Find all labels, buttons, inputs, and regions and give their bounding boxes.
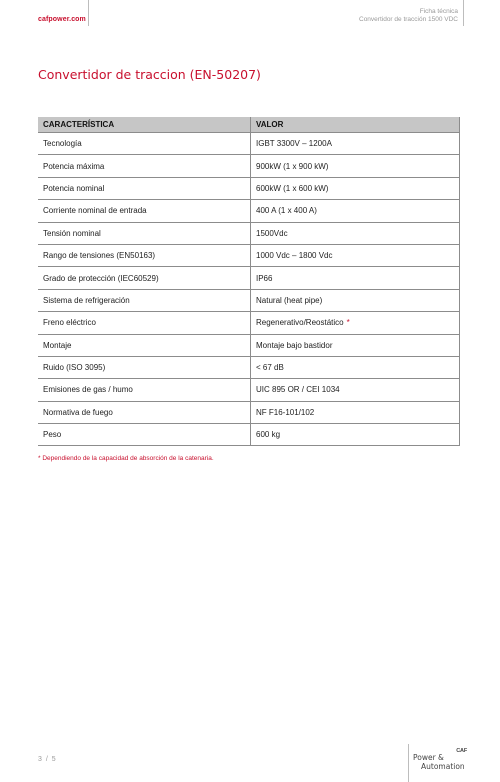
table-header-row bbox=[38, 117, 460, 133]
footnote-asterisk: * bbox=[346, 318, 350, 328]
doc-type: Ficha técnica bbox=[419, 8, 458, 15]
table-row bbox=[38, 245, 460, 267]
row-value: 1000 Vdc – 1800 Vdc bbox=[251, 245, 460, 267]
row-label: Rango de tensiones (EN50163) bbox=[38, 245, 251, 267]
table-row bbox=[38, 357, 460, 379]
table-row bbox=[38, 335, 460, 357]
table-row bbox=[38, 424, 460, 446]
header-divider-right bbox=[463, 0, 464, 26]
row-value-with-note bbox=[251, 312, 460, 334]
table-row bbox=[38, 267, 460, 289]
table-row bbox=[38, 312, 460, 334]
row-value: < 67 dB bbox=[251, 357, 460, 379]
row-value: 600 kg bbox=[251, 424, 460, 446]
row-label: Montaje bbox=[38, 335, 251, 357]
row-label: Potencia máxima bbox=[38, 155, 251, 177]
row-value: 1500Vdc bbox=[251, 223, 460, 245]
row-label: Emisiones de gas / humo bbox=[38, 379, 251, 401]
table-row bbox=[38, 402, 460, 424]
header-divider-left bbox=[88, 0, 89, 26]
page-title: Convertidor de traccion (EN-50207) bbox=[38, 67, 261, 82]
row-label: Tensión nominal bbox=[38, 223, 251, 245]
row-label: Peso bbox=[38, 424, 251, 446]
spec-table bbox=[38, 117, 460, 446]
caf-logo-mark: CAF bbox=[456, 748, 467, 754]
table-row bbox=[38, 133, 460, 155]
table-row bbox=[38, 200, 460, 222]
row-label: Tecnología bbox=[38, 133, 251, 155]
row-value: Montaje bajo bastidor bbox=[251, 335, 460, 357]
row-value: Natural (heat pipe) bbox=[251, 290, 460, 312]
row-label: Ruido (ISO 3095) bbox=[38, 357, 251, 379]
header-caracteristica: CARACTERÍSTICA bbox=[38, 117, 251, 133]
caf-logo bbox=[411, 748, 467, 774]
table-row bbox=[38, 223, 460, 245]
table-row bbox=[38, 155, 460, 177]
row-value: IP66 bbox=[251, 267, 460, 289]
document-header bbox=[359, 8, 458, 24]
header-valor: VALOR bbox=[251, 117, 460, 133]
row-value: UIC 895 OR / CEI 1034 bbox=[251, 379, 460, 401]
footnote: * Dependiendo de la capacidad de absorción de la catenaria. bbox=[38, 455, 214, 462]
row-label: Freno eléctrico bbox=[38, 312, 251, 334]
row-value: NF F16-101/102 bbox=[251, 402, 460, 424]
row-label: Grado de protección (IEC60529) bbox=[38, 267, 251, 289]
row-value: 600kW (1 x 600 kW) bbox=[251, 178, 460, 200]
table-row bbox=[38, 290, 460, 312]
row-value: Regenerativo/Reostático bbox=[256, 318, 344, 328]
logo-text-line1: Power & bbox=[413, 753, 444, 762]
table-row bbox=[38, 178, 460, 200]
row-label: Potencia nominal bbox=[38, 178, 251, 200]
row-label: Corriente nominal de entrada bbox=[38, 200, 251, 222]
row-value: 900kW (1 x 900 kW) bbox=[251, 155, 460, 177]
page-number: 3 / 5 bbox=[38, 756, 57, 763]
row-label: Normativa de fuego bbox=[38, 402, 251, 424]
row-value: 400 A (1 x 400 A) bbox=[251, 200, 460, 222]
doc-subtitle: Convertidor de tracción 1500 VDC bbox=[359, 16, 458, 23]
logo-text-line2: Automation bbox=[421, 762, 465, 771]
row-value: IGBT 3300V – 1200A bbox=[251, 133, 460, 155]
brand-link[interactable]: cafpower.com bbox=[38, 16, 86, 23]
footer-divider bbox=[408, 744, 409, 782]
row-label: Sistema de refrigeración bbox=[38, 290, 251, 312]
table-row bbox=[38, 379, 460, 401]
